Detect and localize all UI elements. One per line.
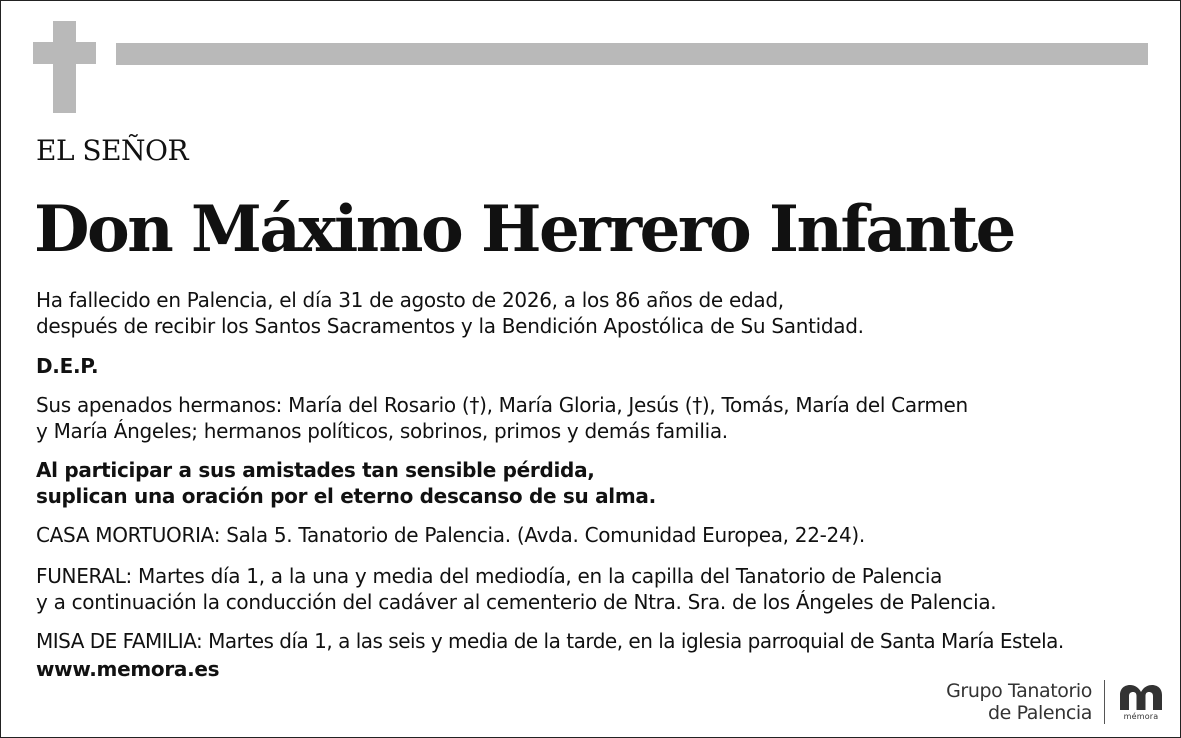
website-link[interactable]: www.memora.es (36, 657, 220, 681)
memora-logo-text: mémora (1123, 712, 1159, 721)
deceased-name: Don Máximo Herrero Infante (34, 192, 1014, 267)
pre-title: EL SEÑOR (36, 134, 189, 167)
funeral-info (36, 563, 996, 615)
brand-block (946, 677, 1166, 727)
header-bar (116, 43, 1148, 65)
brand-name (946, 680, 1092, 724)
death-notice (36, 287, 864, 339)
brand-divider (1104, 680, 1105, 724)
dep-label: D.E.P. (36, 354, 99, 378)
death-notice-line: después de recibir los Santos Sacramentos y la Bendición Apostólica de Su Santidad. (36, 314, 864, 338)
brand-name-line: Grupo Tanatorio (946, 680, 1092, 702)
prayer-request-line: Al participar a sus amistades tan sensible pérdida, (36, 458, 595, 482)
family-line: y María Ángeles; hermanos políticos, sobrinos, primos y demás familia. (36, 419, 728, 443)
death-notice-line: Ha fallecido en Palencia, el día 31 de agosto de 2026, a los 86 años de edad, (36, 288, 784, 312)
cross-horizontal-bar (33, 42, 96, 64)
funeral-line: y a continuación la conducción del cadáver al cementerio de Ntra. Sra. de los Ángeles de Palencia. (36, 590, 997, 614)
cross-vertical-bar (53, 21, 76, 113)
prayer-request (36, 457, 656, 509)
family-line: Sus apenados hermanos: María del Rosario (†), María Gloria, Jesús (†), Tomás, María del Carmen (36, 393, 968, 417)
casa-mortuoria: CASA MORTUORIA: Sala 5. Tanatorio de Palencia. (Avda. Comunidad Europea, 22-24). (36, 523, 865, 547)
brand-name-line: de Palencia (987, 702, 1092, 724)
prayer-request-line: suplican una oración por el eterno descanso de su alma. (36, 484, 656, 508)
memora-logo (1116, 683, 1166, 721)
family-text (36, 392, 968, 444)
funeral-line: FUNERAL: Martes día 1, a la una y media del mediodía, en la capilla del Tanatorio de Palencia (36, 564, 943, 588)
memora-m-logo-icon (1118, 683, 1164, 711)
misa-info (36, 628, 1064, 654)
misa-line: MISA DE FAMILIA: Martes día 1, a las seis y media de la tarde, en la iglesia parroquial de Santa María Estela. (36, 629, 1064, 653)
